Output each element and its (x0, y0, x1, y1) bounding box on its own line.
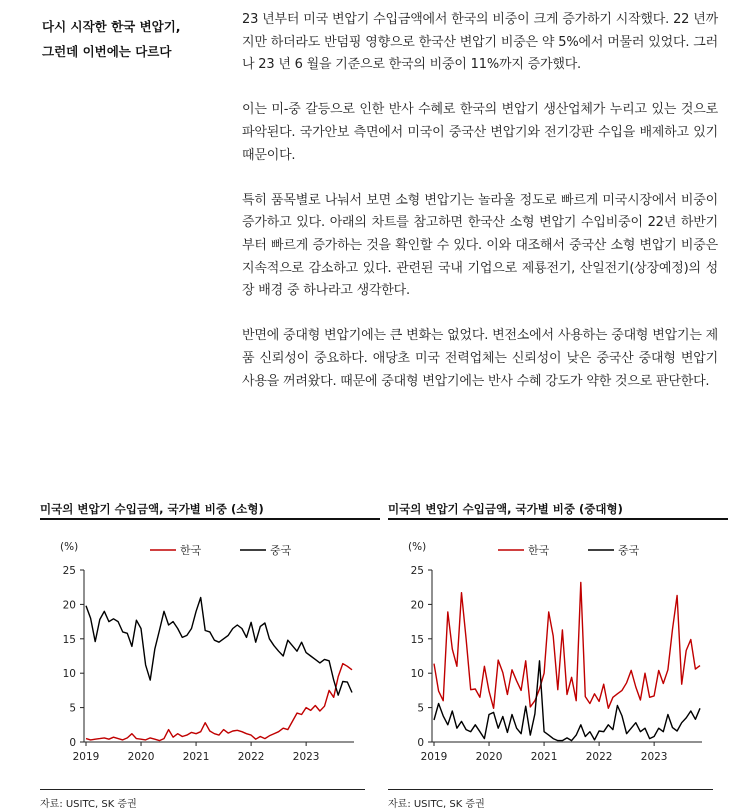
source-note-large: 자료: USITC, SK 증권 (388, 799, 485, 810)
y-unit-label: (%) (60, 541, 79, 553)
y-tick-label: 20 (410, 599, 424, 612)
chart-title-large: 미국의 변압기 수입금액, 국가별 비중 (중대형) (388, 500, 728, 520)
x-tick-label: 2019 (420, 751, 448, 763)
y-tick-label: 25 (62, 565, 76, 577)
y-tick-label: 15 (410, 633, 424, 646)
x-tick-label: 2023 (292, 751, 320, 763)
series-line-korea (434, 582, 700, 708)
x-tick-label: 2020 (127, 751, 155, 763)
x-tick-label: 2022 (237, 751, 265, 763)
series-line-china (86, 598, 352, 696)
x-tick-label: 2020 (475, 751, 503, 763)
y-tick-label: 15 (62, 633, 76, 646)
source-divider-large (388, 789, 713, 790)
chart-title-small: 미국의 변압기 수입금액, 국가별 비중 (소형) (40, 500, 380, 520)
paragraph-3: 특히 품목별로 나눠서 보면 소형 변압기는 놀라울 정도로 빠르게 미국시장에서 비중이 증가하고 있다. 아래의 차트를 참고하면 한국산 소형 변압기 수입비중이 22년 하반기부터 빠르게 증가하는 것을 확인할 수 있다. 이와 대조해서 중국산 소형 변압기 비중은 지속적으로 감소하고 있다. 관련된 국내 기업으로 제룡전기, 산일전기(상장예정)의 성장 배경 중 하나라고 생각한다. (242, 192, 718, 299)
paragraph-2: 이는 미-중 갈등으로 인한 반사 수혜로 한국의 변압기 생산업체가 누리고 있는 것으로 파악된다. 국가안보 측면에서 미국이 중국산 변압기와 전기강판 수입을 배제하고 있기 때문이다. (242, 102, 718, 163)
source-note-small: 자료: USITC, SK 증권 (40, 799, 137, 810)
chart-small-transformers (40, 522, 370, 772)
section-side-title (42, 14, 222, 64)
y-tick-label: 5 (69, 702, 76, 715)
y-tick-label: 20 (62, 599, 76, 612)
y-tick-label: 10 (410, 668, 424, 681)
paragraph-4: 반면에 중대형 변압기에는 큰 변화는 없었다. 변전소에서 사용하는 중대형 변압기는 제품 신뢰성이 중요하다. 애당초 미국 전력업체는 신뢰성이 낮은 중국산 중대형 변압기 사용을 꺼려왔다. 때문에 중대형 변압기에는 반사 수혜 강도가 약한 것으로 판단한다. (242, 328, 718, 389)
y-tick-label: 0 (417, 737, 424, 749)
y-unit-label: (%) (408, 541, 427, 553)
legend-label-2: 중국 (270, 544, 292, 557)
chart-large-transformers (388, 522, 718, 772)
x-tick-label: 2022 (585, 751, 613, 763)
y-tick-label: 0 (69, 737, 76, 749)
body-text (242, 9, 718, 416)
series-line-korea (86, 664, 352, 741)
y-tick-label: 10 (62, 668, 76, 681)
side-title-line-1: 다시 시작한 한국 변압기, (42, 19, 181, 34)
source-divider-small (40, 789, 365, 790)
x-tick-label: 2023 (640, 751, 668, 763)
y-tick-label: 25 (410, 565, 424, 577)
chart-panel-small (40, 500, 380, 800)
x-tick-label: 2021 (530, 751, 558, 763)
paragraph-1: 23 년부터 미국 변압기 수입금액에서 한국의 비중이 크게 증가하기 시작했다. 22 년까지만 하더라도 반덤핑 영향으로 한국산 변압기 비중은 약 5%에서 머물러 있었다. 그러나 23 년 6 월을 기준으로 한국의 비중이 11%까지 증가했다. (242, 12, 718, 73)
chart-panel-large (388, 500, 728, 800)
side-title-line-2: 그런데 이번에는 다르다 (42, 44, 172, 59)
x-tick-label: 2019 (72, 751, 100, 763)
y-tick-label: 5 (417, 702, 424, 715)
x-tick-label: 2021 (182, 751, 210, 763)
legend-label-1: 한국 (528, 544, 550, 557)
legend-label-2: 중국 (618, 544, 640, 557)
legend-label-1: 한국 (180, 544, 202, 557)
